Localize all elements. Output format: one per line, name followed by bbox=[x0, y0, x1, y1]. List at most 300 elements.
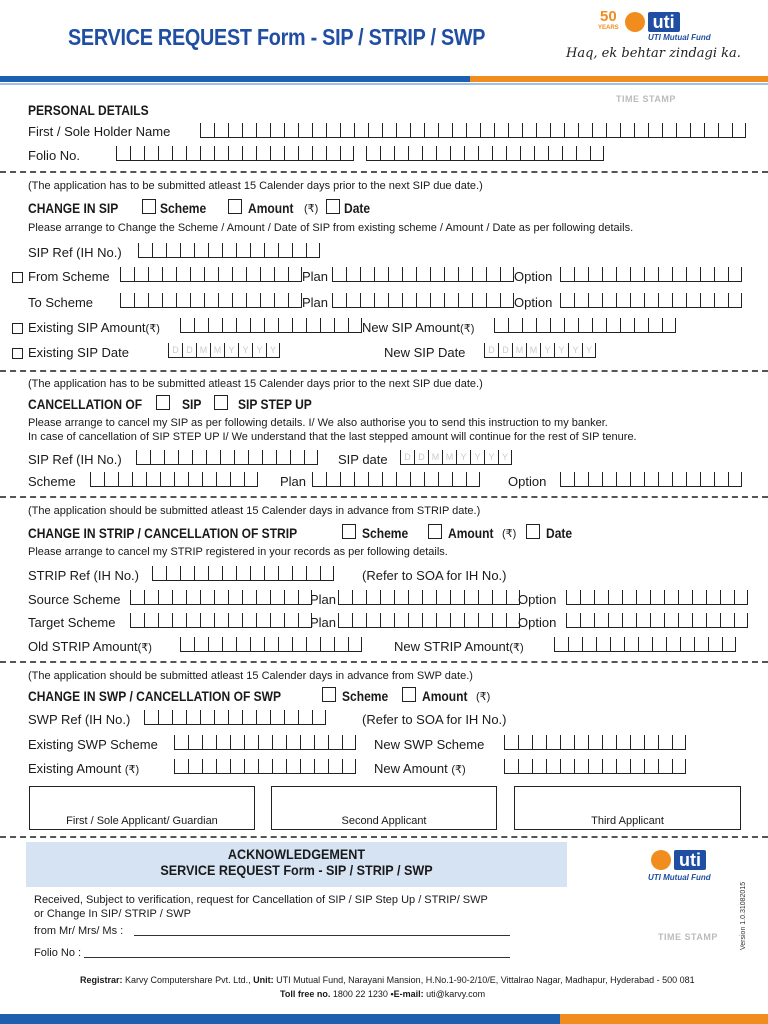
char-box[interactable] bbox=[708, 637, 722, 651]
char-box[interactable] bbox=[436, 590, 450, 604]
char-box[interactable] bbox=[624, 637, 638, 651]
char-box[interactable] bbox=[458, 293, 472, 307]
char-box[interactable] bbox=[256, 146, 270, 160]
char-box[interactable] bbox=[228, 710, 242, 724]
char-box[interactable] bbox=[148, 293, 162, 307]
date-char-box[interactable]: D bbox=[182, 343, 196, 357]
char-box[interactable] bbox=[574, 293, 588, 307]
strip-ref-boxes[interactable] bbox=[152, 566, 334, 581]
char-box[interactable] bbox=[466, 123, 480, 137]
char-box[interactable] bbox=[714, 293, 728, 307]
char-box[interactable] bbox=[560, 472, 574, 486]
char-box[interactable] bbox=[214, 123, 228, 137]
char-box[interactable] bbox=[602, 759, 616, 773]
existing-sip-date-boxes[interactable] bbox=[168, 343, 280, 358]
char-box[interactable] bbox=[578, 318, 592, 332]
char-box[interactable] bbox=[588, 472, 602, 486]
char-box[interactable] bbox=[630, 759, 644, 773]
char-box[interactable] bbox=[360, 267, 374, 281]
char-box[interactable] bbox=[186, 590, 200, 604]
char-box[interactable] bbox=[500, 267, 514, 281]
existing-amount-checkbox[interactable] bbox=[12, 323, 23, 334]
char-box[interactable] bbox=[504, 759, 518, 773]
char-box[interactable] bbox=[588, 735, 602, 749]
char-box[interactable] bbox=[180, 566, 194, 580]
char-box[interactable] bbox=[644, 735, 658, 749]
from-scheme-checkbox[interactable] bbox=[12, 272, 23, 283]
sip-amount-checkbox[interactable] bbox=[228, 199, 242, 214]
char-box[interactable] bbox=[264, 566, 278, 580]
char-box[interactable] bbox=[578, 123, 592, 137]
char-box[interactable] bbox=[672, 759, 686, 773]
char-box[interactable] bbox=[264, 637, 278, 651]
cancel-option-boxes[interactable] bbox=[560, 472, 742, 487]
char-box[interactable] bbox=[388, 267, 402, 281]
char-box[interactable] bbox=[242, 146, 256, 160]
char-box[interactable] bbox=[658, 267, 672, 281]
char-box[interactable] bbox=[620, 123, 634, 137]
char-box[interactable] bbox=[130, 590, 144, 604]
char-box[interactable] bbox=[366, 590, 380, 604]
char-box[interactable] bbox=[172, 613, 186, 627]
char-box[interactable] bbox=[508, 318, 522, 332]
date-char-box[interactable]: M bbox=[428, 450, 442, 464]
char-box[interactable] bbox=[334, 637, 348, 651]
char-box[interactable] bbox=[208, 318, 222, 332]
char-box[interactable] bbox=[644, 472, 658, 486]
char-box[interactable] bbox=[518, 759, 532, 773]
char-box[interactable] bbox=[722, 637, 736, 651]
char-box[interactable] bbox=[650, 590, 664, 604]
char-box[interactable] bbox=[214, 710, 228, 724]
from-option-boxes[interactable] bbox=[560, 267, 742, 282]
char-box[interactable] bbox=[564, 318, 578, 332]
char-box[interactable] bbox=[594, 590, 608, 604]
cancel-sip-checkbox[interactable] bbox=[156, 395, 170, 410]
char-box[interactable] bbox=[396, 472, 410, 486]
char-box[interactable] bbox=[548, 146, 562, 160]
char-box[interactable] bbox=[214, 613, 228, 627]
char-box[interactable] bbox=[270, 710, 284, 724]
cancel-plan-boxes[interactable] bbox=[312, 472, 480, 487]
char-box[interactable] bbox=[472, 267, 486, 281]
char-box[interactable] bbox=[690, 123, 704, 137]
char-box[interactable] bbox=[284, 590, 298, 604]
char-box[interactable] bbox=[218, 267, 232, 281]
ack-from-line[interactable] bbox=[134, 935, 510, 936]
char-box[interactable] bbox=[436, 146, 450, 160]
char-box[interactable] bbox=[326, 472, 340, 486]
new-swp-scheme-boxes[interactable] bbox=[504, 735, 686, 750]
char-box[interactable] bbox=[450, 613, 464, 627]
char-box[interactable] bbox=[244, 759, 258, 773]
char-box[interactable] bbox=[458, 267, 472, 281]
char-box[interactable] bbox=[408, 146, 422, 160]
char-box[interactable] bbox=[472, 293, 486, 307]
to-option-boxes[interactable] bbox=[560, 293, 742, 308]
char-box[interactable] bbox=[616, 293, 630, 307]
char-box[interactable] bbox=[374, 267, 388, 281]
char-box[interactable] bbox=[522, 318, 536, 332]
char-box[interactable] bbox=[438, 123, 452, 137]
char-box[interactable] bbox=[186, 710, 200, 724]
char-box[interactable] bbox=[564, 123, 578, 137]
char-box[interactable] bbox=[286, 735, 300, 749]
char-box[interactable] bbox=[228, 590, 242, 604]
char-box[interactable] bbox=[130, 613, 144, 627]
char-box[interactable] bbox=[658, 759, 672, 773]
char-box[interactable] bbox=[314, 735, 328, 749]
char-box[interactable] bbox=[672, 267, 686, 281]
char-box[interactable] bbox=[298, 146, 312, 160]
char-box[interactable] bbox=[180, 637, 194, 651]
char-box[interactable] bbox=[422, 613, 436, 627]
char-box[interactable] bbox=[188, 472, 202, 486]
date-char-box[interactable]: M bbox=[526, 343, 540, 357]
char-box[interactable] bbox=[380, 146, 394, 160]
char-box[interactable] bbox=[672, 293, 686, 307]
char-box[interactable] bbox=[494, 123, 508, 137]
char-box[interactable] bbox=[320, 318, 334, 332]
char-box[interactable] bbox=[560, 735, 574, 749]
char-box[interactable] bbox=[312, 710, 326, 724]
char-box[interactable] bbox=[366, 146, 380, 160]
char-box[interactable] bbox=[242, 590, 256, 604]
date-char-box[interactable]: D bbox=[498, 343, 512, 357]
char-box[interactable] bbox=[320, 637, 334, 651]
char-box[interactable] bbox=[532, 759, 546, 773]
char-box[interactable] bbox=[700, 293, 714, 307]
folio-boxes-2[interactable] bbox=[366, 146, 604, 161]
char-box[interactable] bbox=[292, 566, 306, 580]
char-box[interactable] bbox=[300, 735, 314, 749]
date-char-box[interactable]: Y bbox=[540, 343, 554, 357]
char-box[interactable] bbox=[478, 590, 492, 604]
char-box[interactable] bbox=[430, 267, 444, 281]
char-box[interactable] bbox=[228, 146, 242, 160]
date-char-box[interactable]: Y bbox=[456, 450, 470, 464]
date-char-box[interactable]: Y bbox=[582, 343, 596, 357]
char-box[interactable] bbox=[422, 146, 436, 160]
target-scheme-boxes[interactable] bbox=[130, 613, 312, 628]
char-box[interactable] bbox=[574, 735, 588, 749]
char-box[interactable] bbox=[284, 146, 298, 160]
char-box[interactable] bbox=[228, 123, 242, 137]
new-strip-amount-boxes[interactable] bbox=[554, 637, 736, 652]
char-box[interactable] bbox=[278, 243, 292, 257]
char-box[interactable] bbox=[560, 267, 574, 281]
char-box[interactable] bbox=[658, 293, 672, 307]
char-box[interactable] bbox=[410, 472, 424, 486]
char-box[interactable] bbox=[580, 590, 594, 604]
char-box[interactable] bbox=[234, 450, 248, 464]
char-box[interactable] bbox=[444, 293, 458, 307]
source-scheme-boxes[interactable] bbox=[130, 590, 312, 605]
char-box[interactable] bbox=[312, 472, 326, 486]
date-char-box[interactable]: M bbox=[196, 343, 210, 357]
char-box[interactable] bbox=[236, 318, 250, 332]
char-box[interactable] bbox=[172, 710, 186, 724]
char-box[interactable] bbox=[244, 472, 258, 486]
char-box[interactable] bbox=[416, 293, 430, 307]
char-box[interactable] bbox=[116, 146, 130, 160]
char-box[interactable] bbox=[560, 759, 574, 773]
char-box[interactable] bbox=[292, 318, 306, 332]
char-box[interactable] bbox=[352, 613, 366, 627]
char-box[interactable] bbox=[492, 146, 506, 160]
char-box[interactable] bbox=[500, 293, 514, 307]
char-box[interactable] bbox=[348, 637, 362, 651]
char-box[interactable] bbox=[354, 472, 368, 486]
char-box[interactable] bbox=[194, 566, 208, 580]
char-box[interactable] bbox=[522, 123, 536, 137]
char-box[interactable] bbox=[144, 613, 158, 627]
char-box[interactable] bbox=[594, 613, 608, 627]
char-box[interactable] bbox=[202, 735, 216, 749]
char-box[interactable] bbox=[216, 735, 230, 749]
new-sip-date-boxes[interactable] bbox=[484, 343, 596, 358]
char-box[interactable] bbox=[714, 267, 728, 281]
char-box[interactable] bbox=[608, 613, 622, 627]
from-scheme-boxes[interactable] bbox=[120, 267, 302, 282]
old-strip-amount-boxes[interactable] bbox=[180, 637, 362, 652]
char-box[interactable] bbox=[692, 613, 706, 627]
existing-swp-scheme-boxes[interactable] bbox=[174, 735, 356, 750]
char-box[interactable] bbox=[394, 590, 408, 604]
char-box[interactable] bbox=[312, 123, 326, 137]
char-box[interactable] bbox=[622, 613, 636, 627]
char-box[interactable] bbox=[410, 123, 424, 137]
source-option-boxes[interactable] bbox=[566, 590, 748, 605]
date-char-box[interactable]: M bbox=[442, 450, 456, 464]
char-box[interactable] bbox=[228, 613, 242, 627]
char-box[interactable] bbox=[602, 293, 616, 307]
char-box[interactable] bbox=[146, 472, 160, 486]
char-box[interactable] bbox=[276, 450, 290, 464]
swp-ref-boxes[interactable] bbox=[144, 710, 326, 725]
char-box[interactable] bbox=[194, 243, 208, 257]
char-box[interactable] bbox=[180, 243, 194, 257]
char-box[interactable] bbox=[216, 759, 230, 773]
char-box[interactable] bbox=[664, 590, 678, 604]
char-box[interactable] bbox=[686, 472, 700, 486]
char-box[interactable] bbox=[494, 318, 508, 332]
char-box[interactable] bbox=[638, 637, 652, 651]
char-box[interactable] bbox=[158, 146, 172, 160]
strip-scheme-checkbox[interactable] bbox=[342, 524, 356, 539]
char-box[interactable] bbox=[368, 123, 382, 137]
char-box[interactable] bbox=[288, 293, 302, 307]
char-box[interactable] bbox=[204, 293, 218, 307]
char-box[interactable] bbox=[368, 472, 382, 486]
char-box[interactable] bbox=[304, 450, 318, 464]
char-box[interactable] bbox=[132, 472, 146, 486]
char-box[interactable] bbox=[284, 123, 298, 137]
char-box[interactable] bbox=[288, 267, 302, 281]
char-box[interactable] bbox=[230, 759, 244, 773]
char-box[interactable] bbox=[264, 318, 278, 332]
char-box[interactable] bbox=[166, 243, 180, 257]
char-box[interactable] bbox=[366, 613, 380, 627]
signature-box-second[interactable] bbox=[271, 786, 497, 830]
date-char-box[interactable]: Y bbox=[252, 343, 266, 357]
char-box[interactable] bbox=[174, 735, 188, 749]
char-box[interactable] bbox=[480, 123, 494, 137]
char-box[interactable] bbox=[230, 472, 244, 486]
char-box[interactable] bbox=[396, 123, 410, 137]
char-box[interactable] bbox=[162, 293, 176, 307]
char-box[interactable] bbox=[382, 123, 396, 137]
char-box[interactable] bbox=[352, 590, 366, 604]
char-box[interactable] bbox=[444, 267, 458, 281]
char-box[interactable] bbox=[580, 613, 594, 627]
char-box[interactable] bbox=[720, 590, 734, 604]
char-box[interactable] bbox=[644, 759, 658, 773]
char-box[interactable] bbox=[338, 590, 352, 604]
char-box[interactable] bbox=[506, 146, 520, 160]
char-box[interactable] bbox=[158, 590, 172, 604]
char-box[interactable] bbox=[246, 267, 260, 281]
char-box[interactable] bbox=[424, 123, 438, 137]
holder-name-boxes[interactable] bbox=[200, 123, 746, 138]
strip-amount-checkbox[interactable] bbox=[428, 524, 442, 539]
char-box[interactable] bbox=[686, 293, 700, 307]
char-box[interactable] bbox=[244, 735, 258, 749]
char-box[interactable] bbox=[236, 243, 250, 257]
date-char-box[interactable]: D bbox=[168, 343, 182, 357]
char-box[interactable] bbox=[260, 293, 274, 307]
date-char-box[interactable]: Y bbox=[238, 343, 252, 357]
char-box[interactable] bbox=[260, 267, 274, 281]
date-char-box[interactable]: Y bbox=[568, 343, 582, 357]
char-box[interactable] bbox=[200, 710, 214, 724]
char-box[interactable] bbox=[658, 735, 672, 749]
strip-date-checkbox[interactable] bbox=[526, 524, 540, 539]
char-box[interactable] bbox=[202, 759, 216, 773]
char-box[interactable] bbox=[186, 146, 200, 160]
char-box[interactable] bbox=[354, 123, 368, 137]
char-box[interactable] bbox=[334, 318, 348, 332]
char-box[interactable] bbox=[596, 637, 610, 651]
char-box[interactable] bbox=[452, 472, 466, 486]
char-box[interactable] bbox=[610, 637, 624, 651]
char-box[interactable] bbox=[464, 590, 478, 604]
char-box[interactable] bbox=[568, 637, 582, 651]
char-box[interactable] bbox=[492, 613, 506, 627]
char-box[interactable] bbox=[588, 293, 602, 307]
char-box[interactable] bbox=[270, 123, 284, 137]
char-box[interactable] bbox=[550, 318, 564, 332]
char-box[interactable] bbox=[188, 735, 202, 749]
char-box[interactable] bbox=[274, 293, 288, 307]
char-box[interactable] bbox=[340, 123, 354, 137]
char-box[interactable] bbox=[424, 472, 438, 486]
char-box[interactable] bbox=[508, 123, 522, 137]
char-box[interactable] bbox=[450, 146, 464, 160]
char-box[interactable] bbox=[180, 318, 194, 332]
char-box[interactable] bbox=[278, 566, 292, 580]
char-box[interactable] bbox=[464, 146, 478, 160]
char-box[interactable] bbox=[340, 472, 354, 486]
char-box[interactable] bbox=[394, 613, 408, 627]
char-box[interactable] bbox=[270, 613, 284, 627]
char-box[interactable] bbox=[138, 243, 152, 257]
char-box[interactable] bbox=[606, 318, 620, 332]
char-box[interactable] bbox=[312, 146, 326, 160]
char-box[interactable] bbox=[650, 613, 664, 627]
char-box[interactable] bbox=[188, 759, 202, 773]
char-box[interactable] bbox=[222, 243, 236, 257]
char-box[interactable] bbox=[348, 318, 362, 332]
char-box[interactable] bbox=[208, 243, 222, 257]
char-box[interactable] bbox=[162, 267, 176, 281]
char-box[interactable] bbox=[222, 318, 236, 332]
char-box[interactable] bbox=[242, 710, 256, 724]
char-box[interactable] bbox=[380, 613, 394, 627]
char-box[interactable] bbox=[236, 566, 250, 580]
char-box[interactable] bbox=[326, 146, 340, 160]
char-box[interactable] bbox=[284, 710, 298, 724]
char-box[interactable] bbox=[134, 293, 148, 307]
char-box[interactable] bbox=[220, 450, 234, 464]
email-link[interactable]: uti@karvy.com bbox=[426, 989, 486, 999]
char-box[interactable] bbox=[200, 613, 214, 627]
to-scheme-boxes[interactable] bbox=[120, 293, 302, 308]
char-box[interactable] bbox=[592, 318, 606, 332]
char-box[interactable] bbox=[728, 267, 742, 281]
char-box[interactable] bbox=[732, 123, 746, 137]
char-box[interactable] bbox=[436, 613, 450, 627]
char-box[interactable] bbox=[566, 590, 580, 604]
char-box[interactable] bbox=[602, 735, 616, 749]
char-box[interactable] bbox=[616, 735, 630, 749]
char-box[interactable] bbox=[174, 472, 188, 486]
char-box[interactable] bbox=[602, 472, 616, 486]
signature-box-first[interactable] bbox=[29, 786, 255, 830]
char-box[interactable] bbox=[190, 267, 204, 281]
char-box[interactable] bbox=[630, 472, 644, 486]
char-box[interactable] bbox=[204, 267, 218, 281]
char-box[interactable] bbox=[438, 472, 452, 486]
char-box[interactable] bbox=[150, 450, 164, 464]
date-char-box[interactable]: Y bbox=[266, 343, 280, 357]
char-box[interactable] bbox=[450, 590, 464, 604]
char-box[interactable] bbox=[158, 710, 172, 724]
swp-scheme-checkbox[interactable] bbox=[322, 687, 336, 702]
target-option-boxes[interactable] bbox=[566, 613, 748, 628]
char-box[interactable] bbox=[588, 267, 602, 281]
char-box[interactable] bbox=[590, 146, 604, 160]
existing-date-checkbox[interactable] bbox=[12, 348, 23, 359]
char-box[interactable] bbox=[550, 123, 564, 137]
char-box[interactable] bbox=[592, 123, 606, 137]
date-char-box[interactable]: D bbox=[414, 450, 428, 464]
existing-sip-amount-boxes[interactable] bbox=[180, 318, 362, 333]
char-box[interactable] bbox=[648, 318, 662, 332]
new-sip-amount-boxes[interactable] bbox=[494, 318, 676, 333]
char-box[interactable] bbox=[706, 590, 720, 604]
char-box[interactable] bbox=[664, 613, 678, 627]
char-box[interactable] bbox=[258, 735, 272, 749]
date-char-box[interactable]: M bbox=[512, 343, 526, 357]
char-box[interactable] bbox=[576, 146, 590, 160]
char-box[interactable] bbox=[200, 123, 214, 137]
char-box[interactable] bbox=[232, 267, 246, 281]
char-box[interactable] bbox=[292, 637, 306, 651]
char-box[interactable] bbox=[486, 267, 500, 281]
date-char-box[interactable]: Y bbox=[224, 343, 238, 357]
char-box[interactable] bbox=[328, 759, 342, 773]
